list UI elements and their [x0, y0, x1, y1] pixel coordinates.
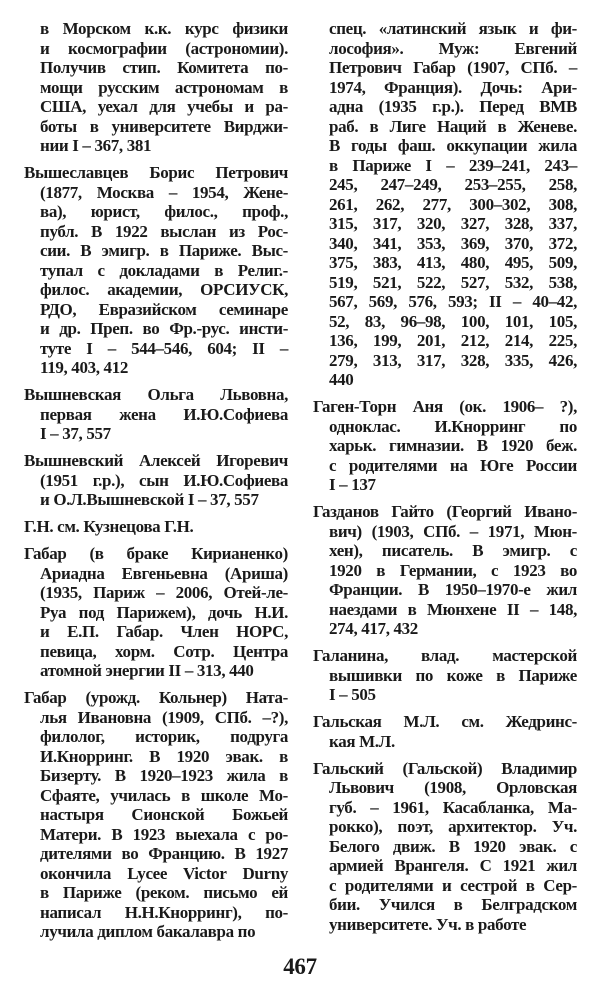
- entry-text-line: 274, 417, 432: [329, 619, 418, 638]
- index-column-right: [313, 19, 577, 942]
- entry-text-line: Львович (1908, Орловская: [329, 778, 577, 797]
- entry-heading-line: Гаген-Торн Аня (ок. 1906– ?),: [313, 397, 577, 416]
- entry-text-line: Получив стип. Комитета по-: [40, 58, 288, 77]
- entry-heading-line: Гальский (Гальской) Владимир: [313, 758, 577, 778]
- entry-text-line: В годы фаш. оккупации жила: [329, 136, 577, 155]
- entry-text-line: 375, 383, 413, 480, 495, 509,: [329, 253, 577, 272]
- entry-text-line: публ. В 1922 выслан из Рос-: [40, 221, 288, 241]
- entry-text-line: (1877, Москва – 1954, Жене-: [40, 182, 288, 202]
- entry-text-line: I – 137: [329, 475, 376, 494]
- entry-text-line: Бизерту. В 1920–1923 жила в: [40, 766, 288, 785]
- entry-text-line: Матери. В 1923 выехала с ро-: [40, 824, 288, 844]
- entry-text-line: спец. «латинский язык и фи-: [329, 19, 577, 38]
- entry-text-line: наездами в Мюнхене II – 148,: [329, 599, 577, 619]
- entry-text-line: туте I – 544–546, 604; II –: [40, 338, 288, 358]
- index-entry: [24, 451, 288, 510]
- index-entry-continued: [313, 19, 577, 390]
- index-entry: [313, 646, 577, 705]
- entry-text-line: США, уехал для учебы и ра-: [40, 97, 288, 116]
- index-entry: [24, 385, 288, 444]
- entry-text-line: рокко), поэт, архитектор. Уч.: [329, 817, 577, 836]
- entry-text-line: Белого движ. В 1920 эвак. с: [329, 836, 577, 856]
- entry-text-line: первая жена И.Ю.Софиева: [40, 404, 288, 424]
- entry-text-line: 52, 83, 96–98, 100, 101, 105,: [329, 311, 577, 331]
- entry-text-line: лософия». Муж: Евгений: [329, 38, 577, 58]
- entry-text-line: 340, 341, 353, 369, 370, 372,: [329, 233, 577, 253]
- entry-heading-line: Вышеславцев Борис Петрович: [24, 163, 288, 182]
- entry-text-line: (1951 г.р.), сын И.Ю.Софиева: [40, 470, 288, 490]
- entry-text-line: хен), писатель. В эмигр. с: [329, 541, 577, 560]
- entry-text-line: с родителями и сестрой в Сер-: [329, 875, 577, 895]
- entry-text-line: вышивки по коже в Париже: [329, 665, 577, 685]
- entry-text-line: Петрович Габар (1907, СПб. –: [329, 58, 577, 77]
- entry-text-line: Руа под Парижем), дочь Н.И.: [40, 602, 288, 622]
- entry-text-line: I – 37, 557: [40, 424, 111, 443]
- entry-text-line: ва), юрист, филос., проф.,: [40, 202, 288, 221]
- entry-heading-line: Галанина, влад. мастерской: [313, 646, 577, 665]
- entry-text-line: 1974, Франция). Дочь: Ари-: [329, 77, 577, 97]
- entry-text-line: 261, 262, 277, 300–302, 308,: [329, 194, 577, 214]
- entry-text-line: Сфаяте, училась в школе Мо-: [40, 785, 288, 805]
- entry-text-line: РДО, Евразийском семинаре: [40, 299, 288, 319]
- entry-text-line: и др. Преп. во Фр.-рус. инсти-: [40, 319, 288, 338]
- entry-heading-line: Газданов Гайто (Георгий Ивано-: [313, 502, 577, 521]
- entry-text-line: (1935, Париж – 2006, Отей-ле-: [40, 583, 288, 602]
- entry-text-line: одноклас. И.Кнорринг по: [329, 416, 577, 436]
- entry-text-line: 1920 в Германии, с 1923 во: [329, 560, 577, 580]
- entry-heading-line: Гальская М.Л. см. Жедринс-: [313, 712, 577, 731]
- entry-text-line: окончила Lycee Victor Durny: [40, 863, 288, 883]
- entry-text-line: университете. Уч. в работе: [329, 914, 527, 934]
- entry-text-line: губ. – 1961, Касабланка, Ма-: [329, 797, 577, 817]
- entry-text-line: вич) (1903, СПб. – 1971, Мюн-: [329, 521, 577, 541]
- entry-text-line: 519, 521, 522, 527, 532, 538,: [329, 272, 577, 292]
- entry-text-line: 245, 247–249, 253–255, 258,: [329, 175, 577, 194]
- entry-text-line: адна (1935 г.р.). Перед ВМВ: [329, 97, 577, 116]
- entry-text-line: и О.Л.Вышневской I – 37, 557: [40, 490, 259, 509]
- entry-text-line: в Париже (реком. письмо ей: [40, 883, 288, 902]
- entry-text-line: кая М.Л.: [329, 731, 395, 751]
- entry-text-line: в Париже I – 239–241, 243–: [329, 155, 577, 175]
- entry-text-line: 315, 317, 320, 327, 328, 337,: [329, 214, 577, 233]
- entry-text-line: армией Врангеля. С 1921 жил: [329, 856, 577, 875]
- index-column-left: [24, 19, 288, 949]
- entry-text-line: бии. Учился в Белградском: [329, 895, 577, 914]
- entry-heading-line: Г.Н. см. Кузнецова Г.Н.: [24, 517, 194, 536]
- entry-text-line: и Е.П. Габар. Член НОРС,: [40, 622, 288, 641]
- entry-text-line: боты в университете Вирджи-: [40, 116, 288, 136]
- entry-text-line: с родителями на Юге России: [329, 455, 577, 475]
- entry-text-line: написал Н.Н.Кнорринг), по-: [40, 902, 288, 922]
- entry-text-line: нии I – 367, 381: [40, 136, 152, 155]
- entry-text-line: раб. в Лиге Наций в Женеве.: [329, 116, 577, 136]
- index-entry: [313, 712, 577, 751]
- entry-heading-line: Габар (в браке Кирианенко): [24, 544, 288, 563]
- index-entry: [24, 517, 288, 537]
- entry-heading-line: Габар (урожд. Кольнер) Ната-: [24, 688, 288, 707]
- entry-text-line: лучила диплом бакалавра по: [40, 922, 256, 941]
- index-entry: [313, 502, 577, 639]
- entry-text-line: Ариадна Евгеньевна (Ариша): [40, 563, 288, 583]
- entry-text-line: I – 505: [329, 685, 376, 704]
- entry-heading-line: Вышневская Ольга Львовна,: [24, 385, 288, 404]
- entry-text-line: в Морском к.к. курс физики: [40, 19, 288, 38]
- entry-text-line: филолог, историк, подруга: [40, 727, 288, 746]
- entry-text-line: лья Ивановна (1909, СПб. –?),: [40, 707, 288, 727]
- entry-text-line: мощи русским астрономам в: [40, 77, 288, 97]
- index-entry: [313, 759, 577, 935]
- entry-text-line: 567, 569, 576, 593; II – 40–42,: [329, 292, 577, 311]
- entry-text-line: 279, 313, 317, 328, 335, 426,: [329, 350, 577, 370]
- entry-text-line: харьк. гимназии. В 1920 беж.: [329, 436, 577, 455]
- entry-text-line: 119, 403, 412: [40, 358, 129, 377]
- entry-text-line: дителями во Францию. В 1927: [40, 844, 288, 863]
- index-entry-continued: [24, 19, 288, 156]
- entry-text-line: И.Кнорринг. В 1920 эвак. в: [40, 746, 288, 766]
- index-entry: [24, 163, 288, 378]
- entry-text-line: атомной энергии II – 313, 440: [40, 661, 254, 680]
- entry-text-line: тупал с докладами в Религ.-: [40, 260, 288, 280]
- entry-text-line: певица, хорм. Сотр. Центра: [40, 641, 288, 661]
- index-entry: [24, 544, 288, 681]
- page-number: 467: [283, 954, 317, 979]
- index-entry: [313, 397, 577, 495]
- entry-text-line: Франции. В 1950–1970-е жил: [329, 580, 577, 599]
- entry-text-line: филос. академии, ОРСИУСК,: [40, 280, 288, 299]
- entry-text-line: настыря Сионской Божьей: [40, 805, 288, 824]
- index-entry: [24, 688, 288, 942]
- entry-text-line: и космографии (астрономии).: [40, 38, 288, 58]
- entry-text-line: 136, 199, 201, 212, 214, 225,: [329, 331, 577, 350]
- entry-text-line: 440: [329, 370, 354, 389]
- entry-heading-line: Вышневский Алексей Игоревич: [24, 451, 288, 470]
- entry-text-line: сии. В эмигр. в Париже. Выс-: [40, 241, 288, 260]
